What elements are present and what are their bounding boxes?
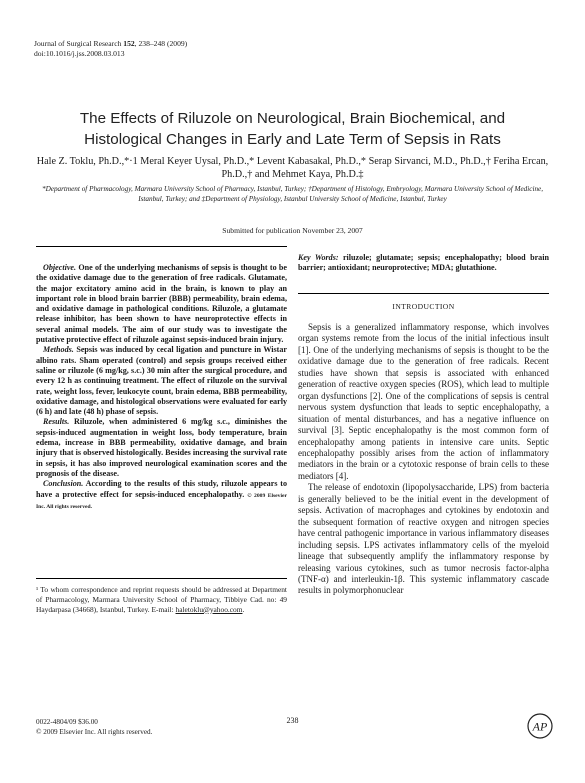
author-list: Hale Z. Toklu, Ph.D.,*·1 Meral Keyer Uysal, Ph.D.,* Levent Kabasakal, Ph.D.,* Serap Sirvanci, M.D., Ph.D.,† Feriha Ercan, Ph.D.,† and Mehmet Kaya, Ph.D.‡ — [36, 156, 549, 180]
citation-link[interactable]: 4 — [338, 470, 344, 481]
article-title: The Effects of Riluzole on Neurological, Brain Biochemical, and Histological Changes in Early and Late Term of Sepsis in Rats — [79, 110, 506, 148]
abstract-methods: Methods. Sepsis was induced by cecal ligation and puncture in Wistar albino rats. Sham operated (control) and sepsis groups received either saline or riluzole (6 mg/kg, s.c.) 30 min after the surgical procedure, and every 12 h as continuing treatment. The effect of riluzole on the survival rate, weight loss, fever, leukocyte count, brain edema, BBB permeability, oxidative damage, and histological observations were evaluated for early (6 h) and late (48 h) phase of sepsis. — [36, 345, 287, 417]
keywords: Key Words: riluzole; glutamate; sepsis; encephalopathy; blood brain barrier; antioxidant; neuroprotective; MDA; glutathione. — [298, 253, 549, 273]
submission-date: Submitted for publication November 23, 2007 — [222, 226, 363, 235]
email-link[interactable]: haletoklu@yahoo.com — [175, 604, 243, 614]
abstract — [36, 263, 287, 512]
footer-copyright: © 2009 Elsevier Inc. All rights reserved. — [36, 727, 153, 736]
abstract-top-rule — [36, 246, 287, 247]
svg-text:AP: AP — [532, 719, 548, 734]
page-number: 238 — [286, 716, 299, 725]
journal-line: Journal of Surgical Research 152, 238–248 (2009) — [34, 39, 188, 48]
introduction-body — [298, 322, 549, 597]
citation-link[interactable]: 3 — [334, 425, 339, 436]
issn: 0022-4804/09 $36.00 — [36, 718, 98, 726]
citation-link[interactable]: 2 — [373, 390, 378, 401]
correspondence-footnote: ¹ To whom correspondence and reprint requests should be addressed at Department of Pharmacology, Marmara University School of Pharmacy, Tibbiye Cad. no: 49 Haydarpasa (34668), Istanbul, Turkey. E-mail: haletoklu@yahoo.com. — [36, 585, 287, 614]
intro-paragraph-2: The release of endotoxin (lipopolysaccharide, LPS) from bacteria is generally believed to be the initial event in the development of sepsis. Activation of macrophages and cytokines by endotoxin and the subsequent formation of reactive oxygen and nitrogen species have central pathogenic importance in various inflammatory diseases including sepsis. LPS activates inflammatory cells of the myeloid lineage that subsequently amplify the inflammatory response by releasing various cytokines, such as tumor necrosis factor-alpha (TNF-α) and interleukin-1β. This systemic inflammatory cascade results in polymorphonuclear — [298, 482, 549, 596]
citation-link[interactable]: 1 — [301, 344, 306, 355]
abstract-conclusion: Conclusion. According to the results of this study, riluzole appears to have a protective effect for sepsis-induced encephalopathy. © 2009 Elsevier Inc. All rights reserved. — [36, 479, 287, 510]
abstract-results: Results. Riluzole, when administered 6 mg/kg s.c., diminishes the sepsis-induced augmentation in weight loss, body temperature, brain edema, increase in BBB permeability, oxidative damage, and brain injury that is observed histologically. Besides increasing the survival rate in sepsis, it has also improved neurological examination scores and the prognosis of the disease. — [36, 417, 287, 478]
section-heading-introduction: INTRODUCTION — [392, 302, 455, 311]
volume: 152 — [123, 39, 135, 48]
doi: doi:10.1016/j.jss.2008.03.013 — [34, 49, 125, 58]
abstract-objective: Objective. One of the underlying mechanisms of sepsis is thought to be the oxidative damage due to the generation of free radicals. Glutamate, the major excitatory amino acid in the brain, is known to play an important role in blood brain barrier (BBB) permeability, brain edema, and oxidative damage in pathological conditions. Riluzole, a glutamate release inhibitor, has been shown to have neuroprotective effects in several animal models. The aim of our study was to investigate the putative protective effect of riluzole against sepsis-induced brain injury. — [36, 263, 287, 345]
abstract-copyright: © 2009 Elsevier Inc. All rights reserved. — [36, 492, 287, 510]
affiliations: *Department of Pharmacology, Marmara University School of Pharmacy, Istanbul, Turkey; †Department of Histology, Embryology, Marmara University School of Medicine, Istanbul, Turkey; and ‡Department of Physiology, Istanbul University School of Medicine, Istanbul, Turkey — [41, 185, 544, 203]
keywords-rule — [298, 293, 549, 294]
abstract-bottom-rule — [36, 578, 287, 579]
publisher-logo-icon — [527, 713, 553, 739]
journal-citation — [34, 39, 187, 59]
intro-paragraph-1: Sepsis is a generalized inflammatory response, which involves organ systems remote from the locus of the initial infectious insult [1]. One of the underlying mechanisms of sepsis is thought to be the oxidative damage due to the generation of free radicals. Recent studies have shown that sepsis is associated with enhanced generation of reactive oxygen species (ROS), which lead to multiple organ dysfunctions [2]. One of the complications of sepsis is central nervous system dysfunction that leads to septic encephalopathy, a situation of mental disturbances, and has a negative influence on survival [3]. Septic encephalopathy is the most common form of encephalopathy among patients in intensive care units. Septic encephalopathy possibly arises from the action of inflammatory mediators in the brain or a cytotoxic response of brain cells to these mediators [4]. — [298, 322, 549, 481]
